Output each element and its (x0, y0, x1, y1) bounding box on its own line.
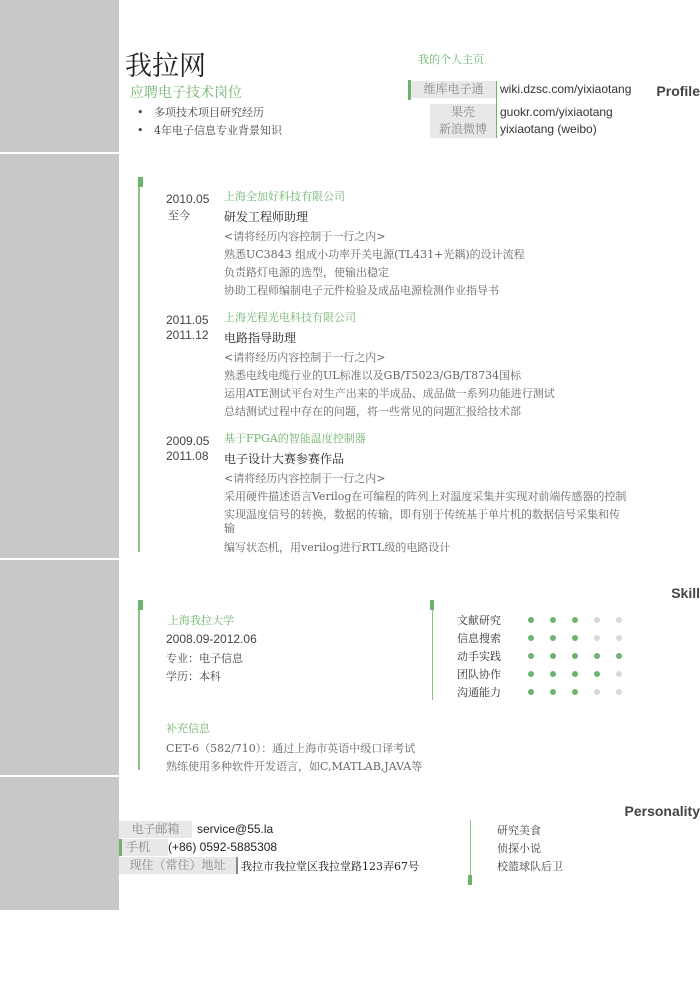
candidate-name: 我拉网 (125, 51, 206, 82)
exp-date-start: 2009.05 (166, 434, 210, 448)
edu-school: 上海我拉大学 (168, 614, 234, 627)
personality-item: 研究美食 (497, 824, 541, 837)
job-target: 应聘电子技术岗位 (130, 85, 242, 101)
skill-level-dot (594, 689, 600, 695)
personality-item: 校篮球队后卫 (497, 860, 563, 873)
link-guokr[interactable]: guokr.com/yixiaotang (500, 105, 613, 119)
exp-line: <请将经历内容控制于一行之内> (224, 351, 386, 364)
section-name-label: Name (656, 58, 700, 75)
skill-level-dot (594, 617, 600, 623)
skill-name: 团队协作 (457, 668, 501, 681)
exp-line: 熟悉电线电缆行业的UL标准以及GB/T5023/GB/T8734国标 (224, 369, 522, 382)
link-label: 维库电子通 (411, 81, 496, 98)
section-education-label: Education (622, 563, 700, 580)
link-label: 新浪微博 (430, 121, 496, 138)
skill-name: 沟通能力 (457, 686, 501, 699)
exp-line: 采用硬件描述语言Verilog在可编程的阵列上对温度采集并实现对前端传感器的控制 (224, 490, 627, 503)
link-wiki[interactable]: wiki.dzsc.com/yixiaotang (500, 82, 632, 96)
highlight-item: • 4年电子信息专业背景知识 (137, 124, 282, 137)
edu-extra-line: 熟练使用多种软件开发语言，如C,MATLAB,JAVA等 (166, 760, 423, 773)
section-experience-label: Experience (614, 157, 700, 174)
skill-level-dot (528, 635, 534, 641)
skill-level-dot (594, 635, 600, 641)
personality-item: 侦探小说 (497, 842, 541, 855)
section-personality-label: Personality (624, 803, 700, 819)
skill-level-dot (572, 689, 578, 695)
skill-level-dot (528, 617, 534, 623)
exp-date-end: 2011.12 (166, 328, 209, 342)
exp-line: 实现温度信号的转换，数据的传输，即有别于传统基于单片机的数据信号采集和传 (224, 508, 620, 521)
skill-level-dot (528, 689, 534, 695)
contact-address-divider (236, 857, 238, 874)
skill-level-dot (572, 617, 578, 623)
exp-date-end: 2011.08 (166, 449, 209, 463)
exp-date-end: 至今 (168, 209, 190, 222)
skill-level-dot (572, 635, 578, 641)
exp-line: 输 (224, 522, 235, 535)
exp-company: 上海全加好科技有限公司 (224, 190, 345, 203)
skill-level-dot (616, 671, 622, 677)
skill-name: 文献研究 (457, 614, 501, 627)
skill-level-dot (594, 653, 600, 659)
exp-line: 运用ATE测试平台对生产出来的半成品、成品做一系列功能进行测试 (224, 387, 555, 400)
skill-level-dot (594, 671, 600, 677)
skill-name: 信息搜索 (457, 632, 501, 645)
exp-title: 电路指导助理 (224, 331, 297, 345)
contact-label: 手机 (122, 839, 168, 856)
section-profile-label: Profile (656, 83, 700, 99)
skill-name: 动手实践 (457, 650, 501, 663)
skills-divider (432, 600, 433, 700)
skill-level-dot (528, 653, 534, 659)
sidebar (0, 0, 119, 910)
section-contact-label: Contact (640, 781, 700, 798)
skill-level-dot (572, 653, 578, 659)
sidebar-divider (0, 558, 119, 560)
exp-title: 研发工程师助理 (224, 210, 309, 224)
exp-line: 负责路灯电源的选型，使输出稳定 (224, 266, 389, 279)
skill-level-dot (616, 635, 622, 641)
skill-level-dot (528, 671, 534, 677)
contact-email[interactable]: service@55.la (197, 822, 274, 836)
experience-timeline (138, 177, 140, 552)
exp-line: 编写状态机，用verilog进行RTL级的电路设计 (224, 541, 451, 554)
edu-extra-line: CET-6（582/710）：通过上海市英语中级口译考试 (166, 742, 416, 755)
exp-title: 电子设计大赛参赛作品 (224, 452, 345, 466)
exp-line: 熟悉UC3843 组成小功率开关电源(TL431+光耦)的设计流程 (224, 248, 525, 261)
exp-line: 协助工程师编制电子元件检验及成品电源检测作业指导书 (224, 284, 499, 297)
section-skill-label: Skill (671, 585, 700, 601)
skill-level-dot (550, 689, 556, 695)
skill-level-dot (572, 671, 578, 677)
exp-line: <请将经历内容控制于一行之内> (224, 230, 386, 243)
contact-address: 我拉市我拉堂区我拉堂路123弄67号 (241, 860, 419, 873)
homepage-title: 我的个人主页 (418, 53, 484, 66)
edu-degree: 学历：本科 (166, 670, 221, 683)
link-label: 果壳 (430, 104, 496, 121)
timeline-marker (138, 600, 143, 610)
skill-level-dot (550, 635, 556, 641)
edu-period: 2008.09-2012.06 (166, 632, 257, 646)
skill-level-dot (550, 617, 556, 623)
sidebar-divider (0, 152, 119, 154)
education-timeline (138, 600, 140, 770)
timeline-marker (138, 177, 143, 187)
personality-marker (468, 875, 472, 885)
contact-phone[interactable]: (+86) 0592-5885308 (168, 840, 278, 854)
skill-level-dot (550, 671, 556, 677)
skill-level-dot (550, 653, 556, 659)
link-weibo[interactable]: yixiaotang (weibo) (500, 122, 597, 136)
skill-level-dot (616, 617, 622, 623)
exp-date-start: 2011.05 (166, 313, 209, 327)
edu-major: 专业：电子信息 (166, 652, 243, 665)
sidebar-divider (0, 775, 119, 777)
contact-label: 现住（常住）地址 (119, 857, 236, 874)
exp-line: <请将经历内容控制于一行之内> (224, 472, 386, 485)
skill-level-dot (616, 689, 622, 695)
edu-extra-title: 补充信息 (166, 722, 210, 735)
link-divider (496, 81, 497, 138)
exp-line: 总结测试过程中存在的问题，将一些常见的问题汇报给技术部 (224, 405, 521, 418)
exp-date-start: 2010.05 (166, 192, 210, 206)
highlight-item: • 多项技术项目研究经历 (137, 106, 264, 119)
exp-company: 基于FPGA的智能温度控制器 (224, 432, 366, 445)
contact-label: 电子邮箱 (119, 821, 192, 838)
skills-marker (430, 600, 434, 610)
skill-level-dot (616, 653, 622, 659)
exp-company: 上海光程光电科技有限公司 (224, 311, 356, 324)
